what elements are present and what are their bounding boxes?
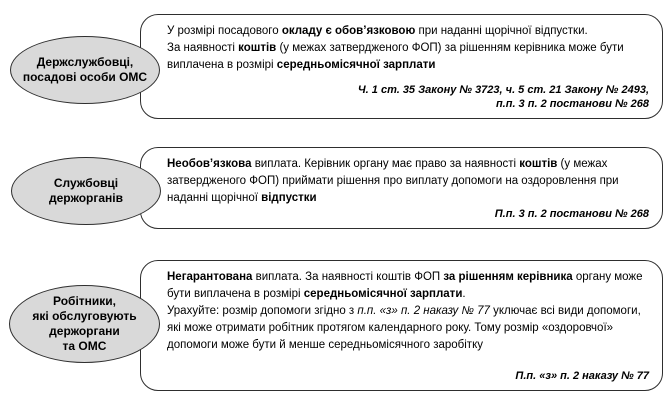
box-paragraph: Необов’язкова виплата. Керівник органу має право за наявності коштів (у межах затвердженого ФОП) приймати рішення про виплату допомоги на оздоровлення при наданні щорічної відпустки	[167, 158, 619, 204]
category-ellipse-state-employees	[11, 157, 161, 225]
category-label-line: Робітники,	[53, 294, 116, 308]
legal-reference-line: П.п. «з» п. 2 наказу № 77	[515, 370, 649, 382]
legal-reference-line: П.п. 3 п. 2 постанови № 268	[494, 208, 649, 220]
box-paragraph: Негарантована виплата. За наявності коштів ФОП за рішенням керівника органу може бути виплачена в розмірі середньомісячної зарплати.	[167, 271, 643, 300]
legal-reference-line: Ч. 1 ст. 35 Закону № 3723, ч. 5 ст. 21 Закону № 2493,	[357, 84, 649, 96]
box-paragraph: Урахуйте: розмір допомоги згідно з п.п. «з» п. 2 наказу № 77 уключає всі види допомоги, які може отримати робітник протягом календарного року. Тому розмір «оздоровчої» допомоги може бути й менше середньомісячного заробітку	[167, 305, 641, 351]
category-label-line: Держслужбовці,	[36, 55, 134, 69]
category-label-line: Службовці	[53, 176, 119, 190]
category-label-line: держорганів	[49, 191, 123, 205]
category-label-line: які обслуговують	[32, 309, 137, 323]
box-paragraph: За наявності коштів (у межах затвердженого ФОП) за рішенням керівника може бути виплачена в розмірі середньомісячної зарплати	[167, 42, 624, 71]
category-label-line: держоргани	[49, 324, 120, 338]
info-box-civil-servants	[140, 14, 663, 119]
category-label-line: посадові особи ОМС	[22, 70, 148, 84]
legal-reference	[167, 369, 649, 383]
info-box-service-workers	[140, 260, 663, 391]
info-box-state-employees	[140, 147, 663, 229]
legal-reference	[167, 83, 649, 111]
category-ellipse-service-workers	[9, 285, 160, 363]
box-paragraph: У розмірі посадового окладу є обов’язковою при наданні щорічної відпустки.	[167, 25, 588, 37]
category-ellipse-civil-servants	[10, 36, 160, 104]
legal-reference-line: п.п. 3 п. 2 постанови № 268	[495, 98, 649, 110]
legal-reference	[167, 207, 649, 221]
category-label-line: та ОМС	[62, 339, 107, 353]
